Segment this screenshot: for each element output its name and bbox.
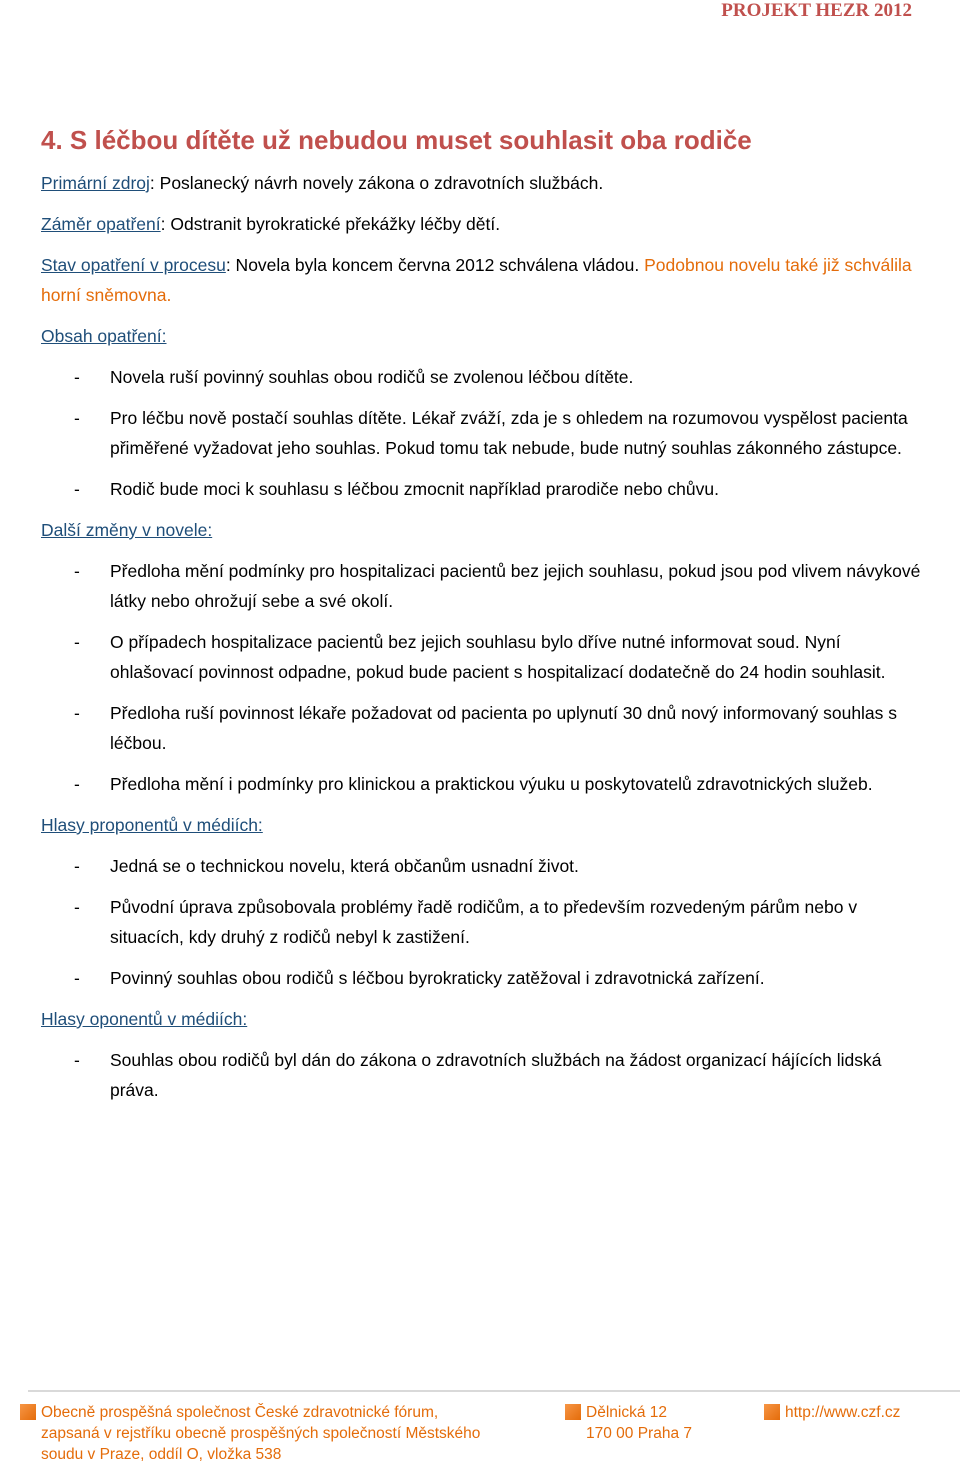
intro-text: : Novela byla koncem června 2012 schválena vládou. bbox=[225, 255, 640, 275]
footer-org-line: zapsaná v rejstříku obecně prospěšných společností Městského bbox=[41, 1425, 481, 1442]
intro-text: : Poslanecký návrh novely zákona o zdravotních službách. bbox=[149, 173, 604, 193]
section-list bbox=[41, 851, 921, 993]
orange-square-icon bbox=[565, 1404, 581, 1420]
list-item: - Povinný souhlas obou rodičů s léčbou byrokraticky zatěžoval i zdravotnická zařízení. bbox=[74, 968, 765, 988]
footer-org bbox=[41, 1402, 480, 1465]
intro-status bbox=[41, 250, 921, 310]
orange-square-icon bbox=[764, 1404, 780, 1420]
footer-web-link[interactable]: http://www.czf.cz bbox=[785, 1404, 901, 1421]
list-item: - Předloha mění i podmínky pro klinickou a praktickou výuku u poskytovatelů zdravotnických služeb. bbox=[74, 774, 873, 794]
footer-divider bbox=[28, 1390, 960, 1392]
list-item: - Souhlas obou rodičů byl dán do zákona o zdravotních službách na žádost organizací hájících lidská práva. bbox=[74, 1050, 882, 1100]
section-heading: Obsah opatření: bbox=[41, 326, 167, 346]
list-item: - Předloha ruší povinnost lékaře požadovat od pacienta po uplynutí 30 dnů nový informovaný souhlas s léčbou. bbox=[74, 703, 898, 753]
list-item: - Rodič bude moci k souhlasu s léčbou zmocnit například prarodiče nebo chůvu. bbox=[74, 479, 719, 499]
footer-org-line: soudu v Praze, oddíl O, vložka 538 bbox=[41, 1446, 282, 1463]
footer-address-line: 170 00 Praha 7 bbox=[586, 1425, 693, 1442]
list-item: - Pro léčbu nově postačí souhlas dítěte. Lékař zváží, zda je s ohledem na rozumovou vyspělost pacienta přiměřené vyžadovat jeho souhlas. Pokud tomu tak nebude, bude nutný souhlas zákonného zástupce. bbox=[74, 408, 908, 458]
list-item: - Předloha mění podmínky pro hospitalizaci pacientů bez jejich souhlasu, pokud jsou pod vlivem návykové látky nebo ohrožují sebe a své okolí. bbox=[74, 561, 921, 611]
intro-label: Primární zdroj bbox=[41, 173, 150, 193]
footer-org-line: Obecně prospěšná společnost České zdravotnické fórum, bbox=[41, 1404, 439, 1421]
intro-label: Záměr opatření bbox=[41, 214, 161, 234]
section-heading: Hlasy oponentů v médiích: bbox=[41, 1009, 248, 1029]
intro-text-extra: Podobnou novelu také již schválila horní sněmovna. bbox=[41, 255, 912, 305]
section-list bbox=[41, 1045, 921, 1105]
intro-source bbox=[41, 168, 921, 198]
section-list bbox=[41, 556, 921, 799]
list-item: - Původní úprava způsobovala problémy řadě rodičům, a to především rozvedeným párům nebo v situacích, kdy druhý z rodičů nebyl k zastižení. bbox=[74, 897, 858, 947]
document-body bbox=[41, 168, 921, 1116]
section-list bbox=[41, 362, 921, 504]
intro-text: : Odstranit byrokratické překážky léčby dětí. bbox=[160, 214, 501, 234]
list-item: - Novela ruší povinný souhlas obou rodičů se zvolenou léčbou dítěte. bbox=[74, 367, 634, 387]
intro-goal bbox=[41, 209, 921, 239]
section-heading: Další změny v novele: bbox=[41, 520, 213, 540]
intro-label: Stav opatření v procesu bbox=[41, 255, 226, 275]
page-header: PROJEKT HEZR 2012 bbox=[721, 0, 912, 21]
footer-address-line: Dělnická 12 bbox=[586, 1404, 667, 1421]
footer-web[interactable] bbox=[785, 1402, 900, 1423]
page-title: 4. S léčbou dítěte už nebudou muset souhlasit oba rodiče bbox=[41, 125, 752, 155]
footer-address bbox=[586, 1402, 692, 1444]
list-item: - Jedná se o technickou novelu, která občanům usnadní život. bbox=[74, 856, 579, 876]
list-item: - O případech hospitalizace pacientů bez jejich souhlasu bylo dříve nutné informovat soud. Nyní ohlašovací povinnost odpadne, pokud bude pacient s hospitalizací dodatečně do 24 hodin souhlasit. bbox=[74, 632, 886, 682]
orange-square-icon bbox=[20, 1404, 36, 1420]
section-heading: Hlasy proponentů v médiích: bbox=[41, 815, 263, 835]
